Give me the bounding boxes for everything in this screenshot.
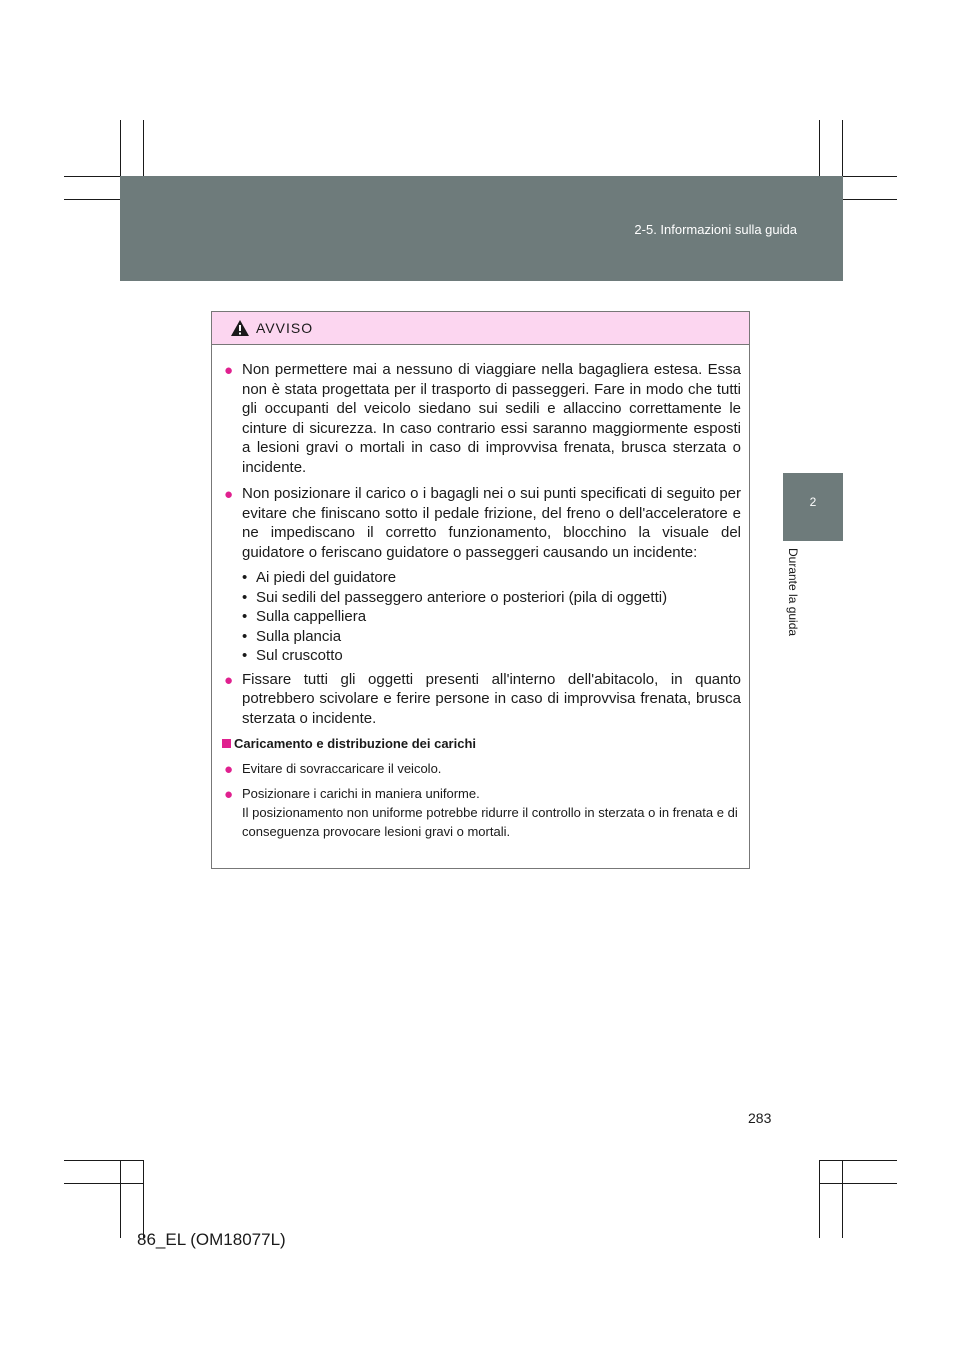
bullet-icon: ● [224,486,234,503]
bullet-icon: ● [224,671,234,689]
item-note: Il posizionamento non uniforme potrebbe ridurre il controllo in sterzata o in frenata e di conseguenza provocare lesioni gravi o mortali. [242,805,738,839]
warning-box [211,311,750,869]
crop-mark [819,1160,820,1238]
location-list [222,568,741,666]
list-item-text: Sulla plancia [256,627,342,645]
item-text: Posizionare i carichi in maniera uniforme. [242,786,480,801]
chapter-label: Durante la guida [786,548,800,637]
crop-mark [819,1183,897,1184]
list-item-text: Sulla cappelliera [256,608,367,625]
list-dot: • [242,588,248,606]
subsection-body [222,759,741,841]
square-bullet-icon [222,739,231,748]
crop-mark [143,1160,144,1238]
list-item [242,607,741,627]
list-item [242,588,741,608]
chapter-number: 2 [809,495,817,509]
crop-mark [64,1160,144,1161]
warning-header [212,312,749,345]
bullet-icon: ● [224,786,234,803]
subsection-title: Caricamento e distribuzione dei carichi [234,736,477,751]
crop-mark [120,1160,121,1238]
list-item [242,646,741,666]
bullet-icon: ● [224,761,234,778]
header-band [120,176,843,281]
list-dot: • [242,627,248,645]
crop-mark [64,1183,144,1184]
warning-body [212,345,749,841]
bullet-icon: ● [224,362,234,379]
section-title: 2-5. Informazioni sulla guida [634,222,797,237]
subsection-heading [222,735,741,753]
crop-mark [819,1160,897,1161]
warning-triangle-icon [230,319,250,337]
list-item [242,627,741,647]
paragraph-text: Non permettere mai a nessuno di viaggiare nella bagagliera estesa. Essa non è stata progettata per il trasporto di passeggeri. Fare in modo che tutti gli occupanti del veicolo siedano sui sedili e allaccino correttamente le cinture di sicurezza. In caso contrario essi saranno maggiormente esposti a lesioni gravi o mortali in caso di improvvisa frenata, brusca sterzata o incidente. [242,361,741,476]
list-item-text: Ai piedi del guidatore [256,569,397,586]
page-number: 283 [748,1110,772,1126]
item-text: Evitare di sovraccaricare il veicolo. [242,761,442,776]
list-dot: • [242,647,248,664]
document-code: 86_EL (OM18077L) [137,1230,286,1249]
warning-paragraph [222,670,741,729]
paragraph-text: Non posizionare il carico o i bagagli nei o sui punti specificati di seguito per evitare che finiscano sotto il pedale frizione, del freno o dell'acceleratore e ne impediscano il corretto funzionamento, blocchino la visuale del guidatore o feriscano guidatore o passeggeri causando un incidente: [242,485,741,561]
list-item [242,568,741,588]
list-dot: • [242,608,248,625]
list-item-text: Sul cruscotto [256,647,343,664]
paragraph-text: Fissare tutti gli oggetti presenti all'interno dell'abitacolo, in quanto potrebbero scivolare e ferire persone in caso di improvvisa frenata, brusca sterzata o incidente. [242,670,741,727]
subsection-item [222,784,741,841]
subsection-item [222,759,741,778]
list-item-text: Sui sedili del passeggero anteriore o posteriori (pila di oggetti) [256,588,668,606]
list-dot: • [242,569,248,586]
warning-paragraph [222,484,741,562]
chapter-tab [783,473,843,541]
warning-paragraph [222,360,741,477]
warning-title: AVVISO [256,320,314,336]
crop-mark [842,1160,843,1238]
